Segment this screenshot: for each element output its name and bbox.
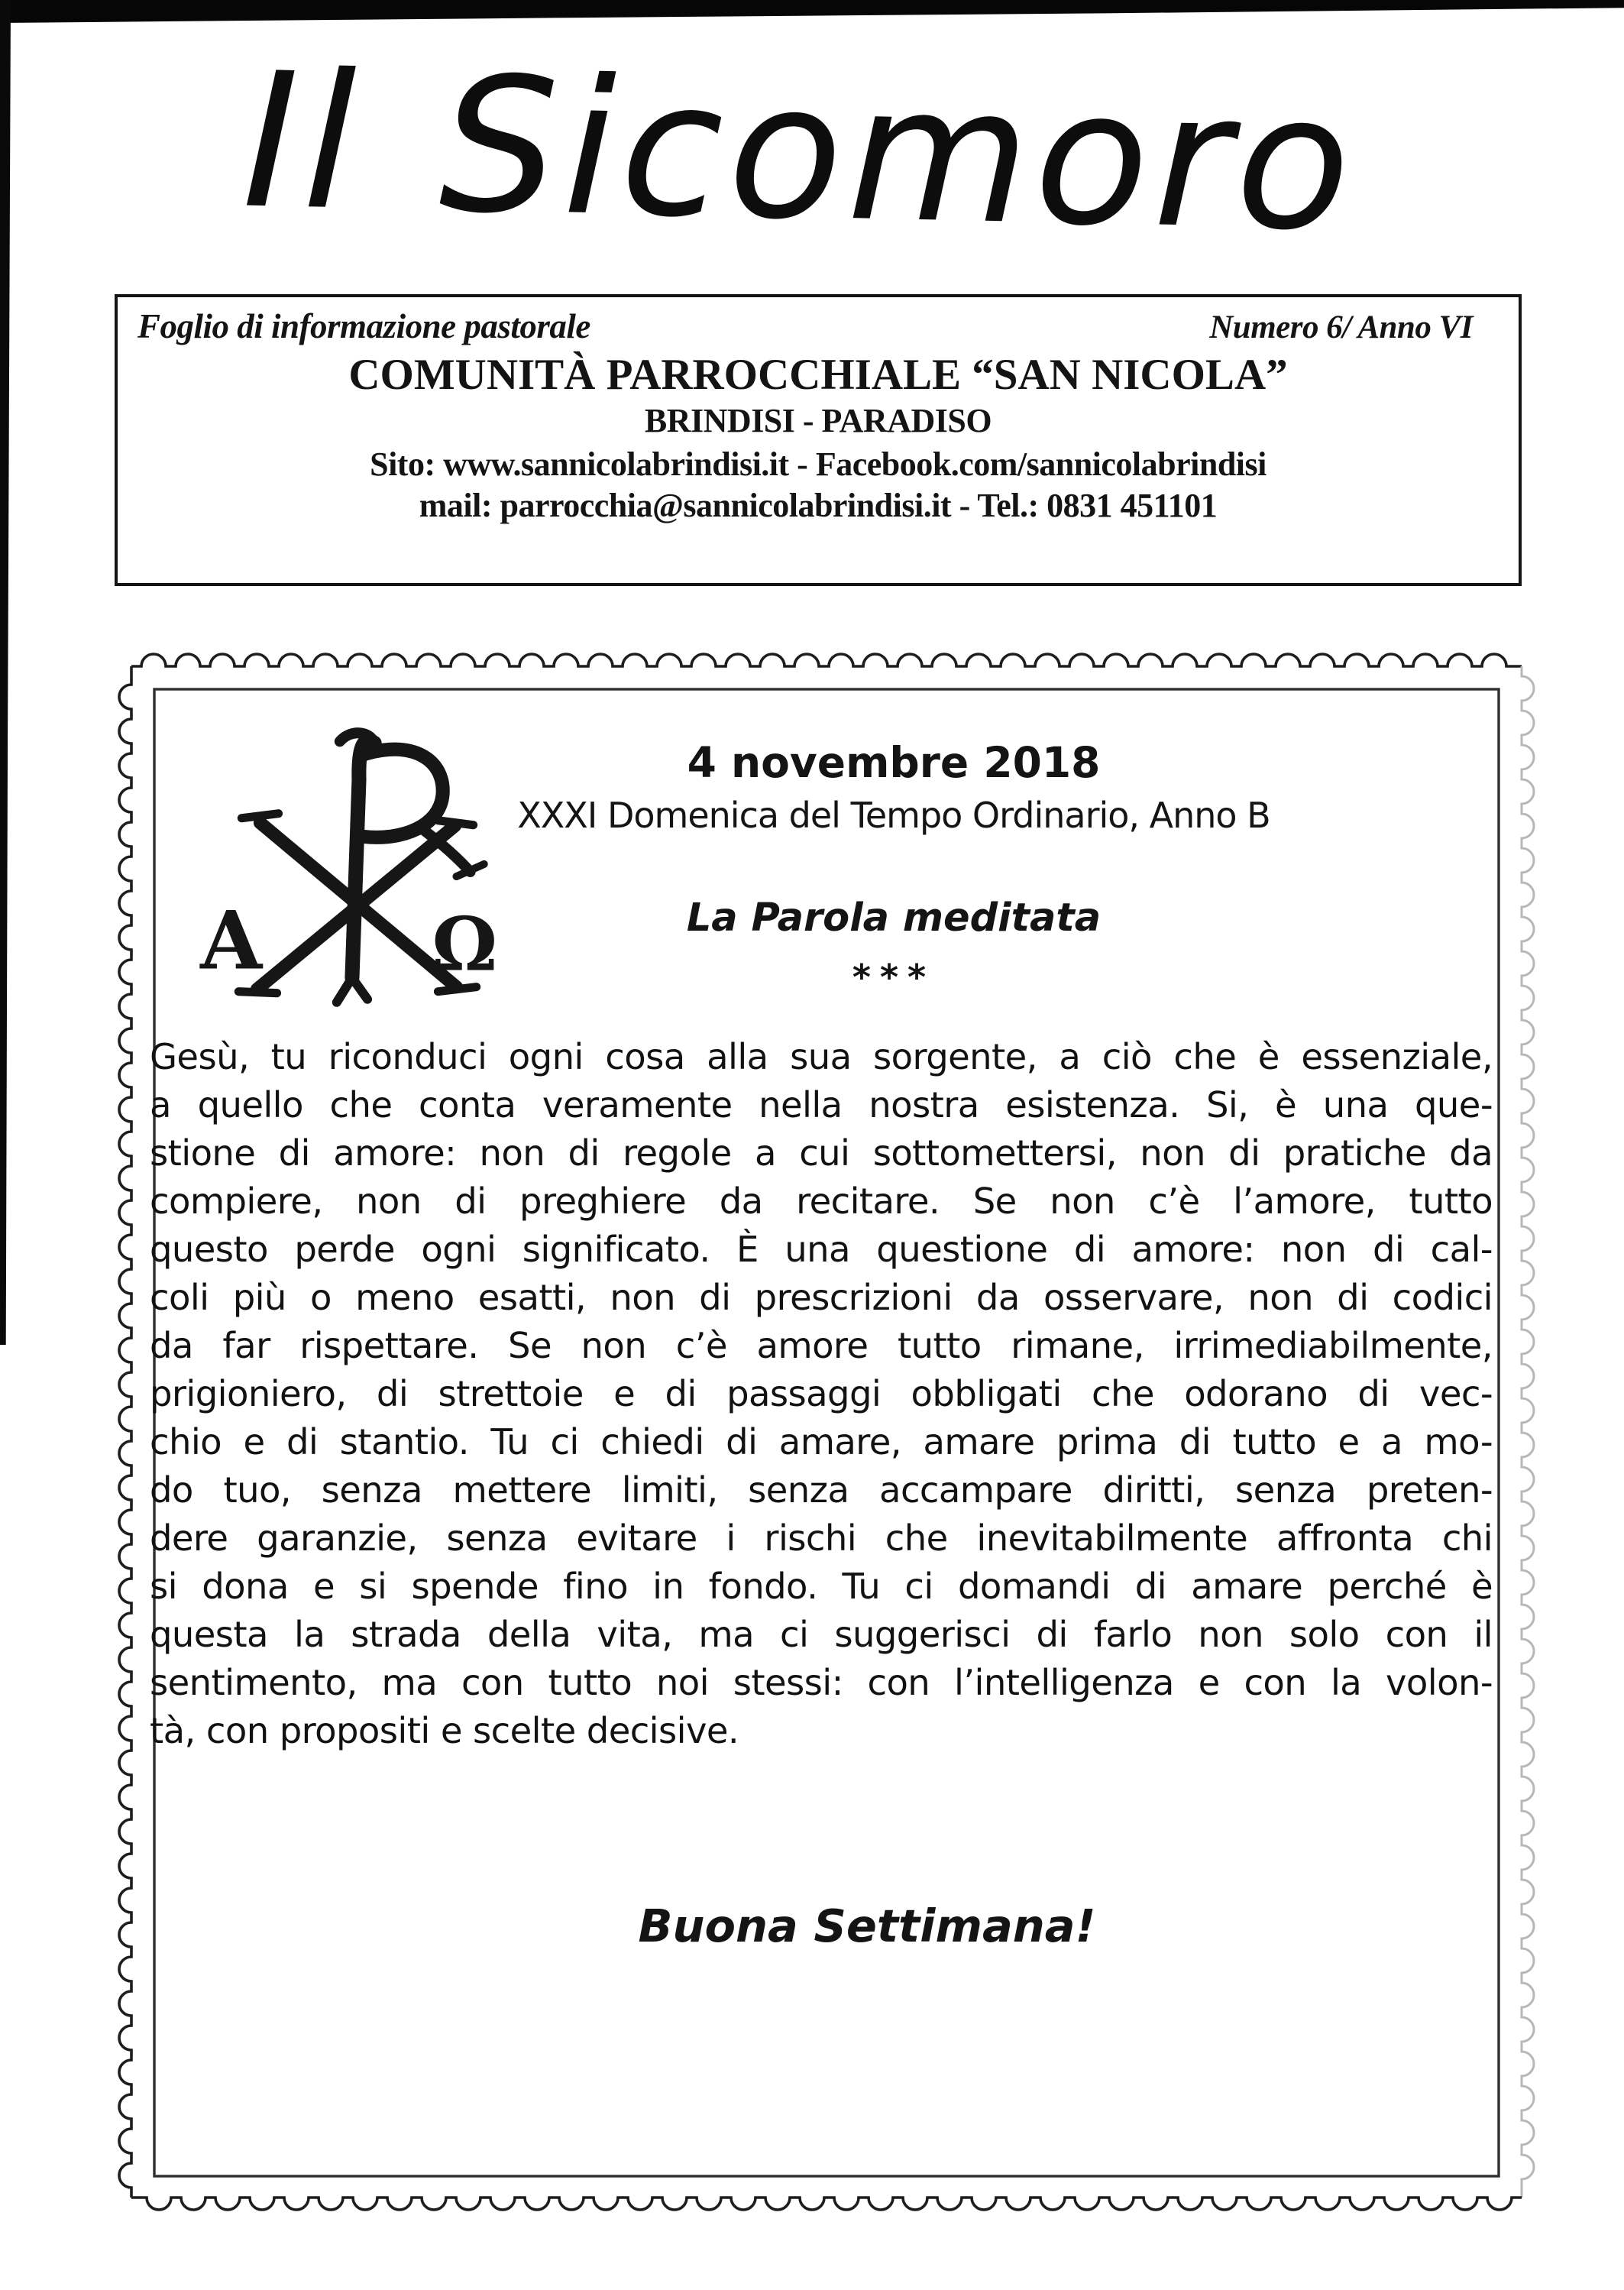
meditation-line: da far rispettare. Se non c’è amore tutto rimane, irrimediabilmente, [150, 1325, 1493, 1366]
meditation-line: dere garanzie, senza evitare i rischi che inevitabilmente affronta chi [150, 1517, 1493, 1559]
bulletin-date: 4 novembre 2018 [687, 738, 1101, 787]
meditation-line: do tuo, senza mettere limiti, senza accampare diritti, senza preten- [150, 1469, 1493, 1511]
newsletter-title-il: Il [241, 32, 363, 252]
meditation-line: a quello che conta veramente nella nostra esistenza. Si, è una que- [150, 1084, 1493, 1126]
newsletter-title-word: Sicomoro [437, 36, 1358, 273]
meditation-paragraph [150, 1033, 1493, 1755]
meditation-line: questo perde ogni significato. È una questione di amore: non di cal- [150, 1229, 1493, 1270]
stamp-scallop-bottom-edge [131, 2198, 1522, 2210]
bulletin-section-title: La Parola meditata [686, 896, 1102, 941]
stamp-scallop-top-edge [131, 654, 1522, 666]
meditation-line: Gesù, tu riconduci ogni cosa alla sua sorgente, a ciò che è essenziale, [150, 1036, 1493, 1077]
masthead-tagline: Foglio di informazione pastorale [137, 307, 590, 345]
masthead-community-name: COMUNITÀ PARROCCHIALE “SAN NICOLA” [348, 351, 1288, 399]
masthead-website-line: Sito: www.sannicolabrindisi.it - Facebook.com/sannicolabrindisi [370, 445, 1267, 483]
meditation-line: prigioniero, di strettoie e di passaggi obbligati che odorano di vec- [150, 1373, 1493, 1414]
meditation-line: sentimento, ma con tutto noi stessi: con l’intelligenza e con la volon- [150, 1662, 1493, 1703]
bulletin-header [397, 738, 1390, 998]
meditation-line: stione di amore: non di regole a cui sottomettersi, non di pratiche da [150, 1132, 1493, 1174]
alpha-letter: A [200, 893, 263, 988]
closing-greeting: Buona Settimana! [638, 1900, 1096, 1952]
meditation-line: questa la strada della vita, ma ci suggerisci di farlo non solo con il [150, 1614, 1493, 1655]
meditation-line: chio e di stantio. Tu ci chiedi di amare, amare prima di tutto e a mo- [150, 1421, 1493, 1462]
meditation-line: coli più o meno esatti, non di prescrizioni da osservare, non di codici [150, 1277, 1493, 1318]
meditation-line: tà, con propositi e scelte decisive. [150, 1710, 739, 1751]
stamp-scallop-right-edge [1522, 666, 1534, 2198]
section-divider-stars: *** [852, 957, 936, 998]
masthead-contact-line: mail: parrocchia@sannicolabrindisi.it - Tel.: 0831 451101 [419, 487, 1218, 524]
masthead-issue-number: Numero 6/ Anno VI [1209, 309, 1473, 345]
bulletin-liturgical-day: XXXI Domenica del Tempo Ordinario, Anno B [517, 795, 1270, 836]
meditation-line: compiere, non di preghiere da recitare. Se non c’è l’amore, tutto [150, 1181, 1493, 1222]
masthead-location: BRINDISI - PARADISO [644, 402, 992, 439]
meditation-line: si dona e si spende fino in fondo. Tu ci domandi di amare perché è [150, 1566, 1493, 1607]
omega-letter: Ω [432, 900, 498, 988]
stamp-scallop-left-edge [119, 666, 131, 2198]
